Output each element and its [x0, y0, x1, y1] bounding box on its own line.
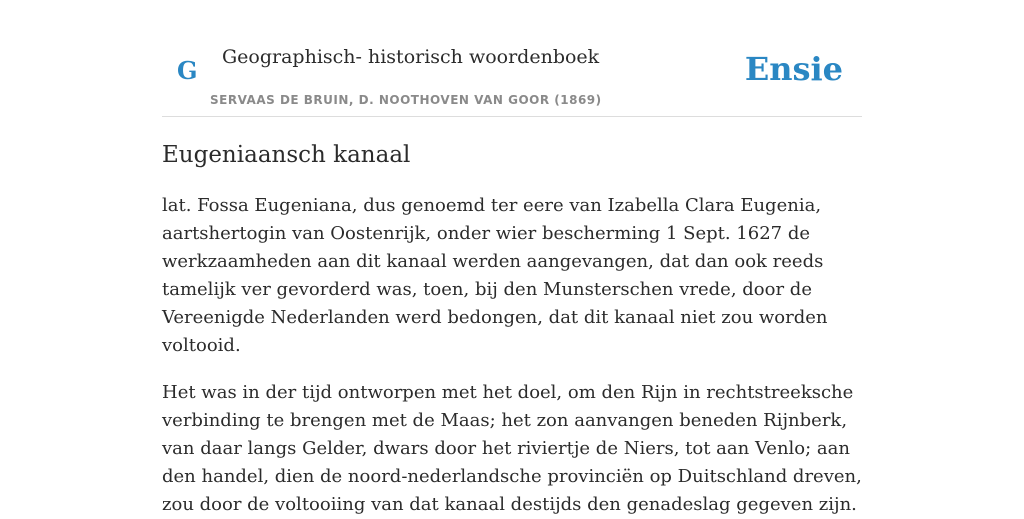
dictionary-title[interactable]: Geographisch- historisch woordenboek: [222, 46, 600, 68]
entry-paragraph-2: Het was in der tijd ontworpen met het doel, om den Rijn in rechtstreeksche verbinding te brengen met de Maas; het zon aanvangen beneden Rijnberk, van daar langs Gelder, dwars door het riviertje de Niers, tot aan Venlo; aan den handel, dien de noord-nederlandsche provinciën op Duitschland dreven, zou door de voltooiing van dat kanaal destijds den genadeslag gegeven zijn.: [162, 382, 862, 515]
dictionary-author: SERVAAS DE BRUIN, D. NOOTHOVEN VAN GOOR (1869): [210, 93, 602, 107]
entry-paragraph-1: lat. Fossa Eugeniana, dus genoemd ter eere van Izabella Clara Eugenia, aartshertogin van Oostenrijk, onder wier bescherming 1 Sept. 1627 de werkzaamheden aan dit kanaal werden aangevangen, dat dan ook reeds tamelijk ver gevorderd was, toen, bij den Munsterschen vrede, door de Vereenigde Nederlanden werd bedongen, dat dit kanaal niet zou worden voltooid.: [162, 195, 828, 356]
dictionary-logo-icon[interactable]: G: [177, 56, 198, 85]
ensie-logo[interactable]: Ensie: [744, 50, 843, 88]
entry-content: [162, 138, 862, 519]
entry-title: Eugeniaansch kanaal: [162, 142, 411, 168]
site-header: [162, 0, 862, 117]
